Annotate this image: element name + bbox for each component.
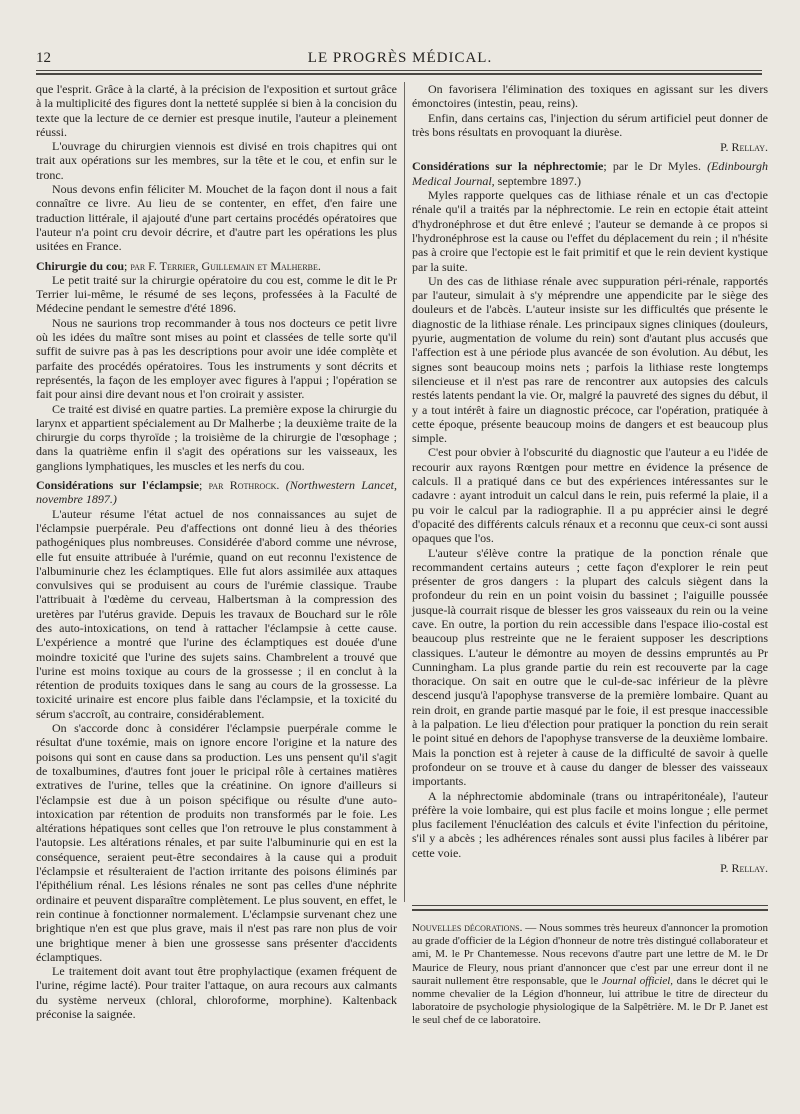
left-column	[36, 82, 397, 1021]
paragraph: Un des cas de lithiase rénale avec suppuration péri-rénale, rapportés par l'auteur, simulait à s'y méprendre une appendicite par le siège des douleurs et de l'abcès. L'auteur insiste sur les difficultés que présente le diagnostic de la lithiase rénale. Les principaux signes cliniques (douleurs, pyurie, augmentation de volume du rein) sont d'autant plus accusés que l'affection est à une période plus avancée de son évolution. Au début, les signes sont beaucoup moins nets ; parfois la lithiase reste longtemps silencieuse et il n'est pas rare de rencontrer aux autopsies des calculs restés latents pendant la vie. Or, malgré la pauvreté des signes du début, il y a tout intérêt à faire un diagnostic précoce, car l'opération, pratiquée à cette époque, présente beaucoup moins de dangers et est beaucoup plus simple.	[412, 273, 768, 446]
section-title: Considérations sur la néphrectomie	[412, 159, 604, 174]
header-rule	[36, 70, 762, 71]
paragraph: Nous ne saurions trop recommander à tous nos docteurs ce petit livre où les idées du maître sont mises au point et classées de telle sorte qu'il suffit de suivre pas à pas les descriptions pour avoir une idée complète et parfaite des procédés opératoires. Tous les instruments y sont décrits et représentés, la façon de les employer avec figures à l'appui ; l'opération se fait pour ainsi dire devant nous et l'on croirait y assister.	[36, 315, 397, 402]
section-date: septembre 1897.)	[494, 173, 581, 188]
news-journal: Journal officiel,	[601, 974, 674, 987]
paragraph: Le petit traité sur la chirurgie opératoire du cou est, comme le dit le Pr Terrier lui-même, le résumé de ses leçons, professées à la Faculté de Médecine pendant le semestre d'été 1896.	[36, 272, 397, 316]
section-author: ; par le Dr Myles.	[603, 159, 708, 174]
paragraph: Enfin, dans certains cas, l'injection du sérum artificiel peut donner de très bons résultats en provoquant la diurèse.	[412, 110, 768, 139]
right-column	[412, 82, 768, 875]
section-heading	[36, 259, 397, 273]
section-heading	[412, 159, 768, 188]
section-title: Considérations sur l'éclampsie	[36, 478, 200, 493]
news-notice	[412, 922, 768, 1028]
paragraph: On s'accorde donc à considérer l'éclampsie puerpérale comme le résultat d'une toxémie, mais on ignore encore l'origine et la nature des poisons qui sont en cause dans sa production. Les uns pensent qu'il s'agit de toxalbumines, d'autres font jouer le pricipal rôle à certaines matières extratives de l'urine, telles que la créatinine. On ignore d'ailleurs si l'éclampsie est due à un poison spécifique ou résulte d'une auto-intoxication par rétention de produits non transformés par le foie. Les altérations hépatiques sont celles que l'on retrouve le plus constamment à l'autopsie. Les altérations rénales, et par suite l'albuminurie qui en est la conséquence, seraient peut-être secondaires à la cause qui a produit l'éclampsie et résulteraient de l'action irritante des poisons éliminés par l'épithélium rénal. Les lésions rénales ne sont pas celles d'une néphrite ordinaire et peuvent disparaître complètement. Le plus souvent, en effet, le rein continue à fonctionner normalement. L'éclampsie survenant chez une brightique n'en est que plus grave, mais il n'est pas rare non plus de voir une brightique mener à bien une grossesse sans présenter d'accidents éclamptiques.	[36, 721, 397, 964]
news-text: — Nous sommes très heureux d'annoncer la promotion au grade d'officier de la Légion d'honneur de notre très distingué collaborateur et ami, M. le Pr Chantemesse. Nous recevons d'autre part une lettre de M. le Dr Maurice de Fleury, nous priant d'annoncer que c'est par une erreur dont il ne saurait nullement être responsable, que le	[412, 922, 768, 987]
news-lead: Nouvelles décorations.	[412, 922, 523, 934]
paragraph: Myles rapporte quelques cas de lithiase rénale et un cas d'ectopie rénale qu'il a traités par la néphrectomie. Le rein en ectopie était atteint d'hydronéphrose et dut être enlevé ; l'auteur se demande à ce propos si l'hydronéphrose est la cause ou l'effet du déplacement du rein ; il n'hésite pas à croire que l'ectopie est le fait primitif et que le rein devient kystique par la suite.	[412, 188, 768, 274]
paragraph: que l'esprit. Grâce à la clarté, à la précision de l'exposition et surtout grâce à la multiplicité des figures dont la netteté supplée si bien à la concision du texte que la lecture de ce dernier est presque inutile, l'auteur a pleinement réussi.	[36, 82, 397, 139]
news-text: dans le décret qui le nomme chevalier de la Légion d'honneur, lui attribue le titre de directeur du laboratoire de psychologie physiologique de la Salpêtrière. M. le Dr P. Janet est le seul chef de ce laboratoire.	[412, 974, 769, 1027]
paragraph: Nous devons enfin féliciter M. Mouchet de la façon dont il nous a fait connaître ce livre. Au lieu de se contenter, en effet, d'en faire une traduction littérale, il ajajouté d'une part certains procédés opératoires que l'auteur n'a point cru devoir décrire, et d'autre part les opérations les plus usitées en France.	[36, 182, 397, 254]
section-separator	[412, 905, 768, 906]
column-divider	[404, 82, 405, 902]
paragraph: Le traitement doit avant tout être prophylactique (examen fréquent de l'urine, régime lacté). Pour traiter l'attaque, on aura recours aux calmants du système nerveux (chloral, chloroforme, morphine). Kaltenback préconise la saignée.	[36, 964, 397, 1021]
section-heading	[36, 478, 397, 507]
page-number: 12	[36, 50, 51, 66]
signature: P. Rellay.	[720, 140, 768, 155]
section-source: (Northwestern Lancet, novembre 1897.)	[36, 478, 397, 507]
paragraph: L'ouvrage du chirurgien viennois est divisé en trois chapitres qui ont trait aux opérations sur les membres, sur la tête et le cou, et enfin sur le tronc.	[36, 139, 397, 182]
paragraph: A la néphrectomie abdominale (trans ou intrapéritonéale), l'auteur préfère la voie lombaire, qui est plus facile et moins longue ; elle permet plus facilement l'énucléation des calculs et évite l'infection du péritoine, s'il y a abcès ; les adhérences rénales sont aussi plus faciles à libérer par cette voie.	[412, 788, 768, 860]
signature: P. Rellay.	[720, 861, 768, 876]
section-title: Chirurgie du cou	[36, 258, 125, 273]
section-author: ; par Rothrock.	[199, 478, 286, 493]
paragraph: L'auteur résume l'état actuel de nos connaissances au sujet de l'éclampsie puerpérale. Peu d'affections ont donné lieu à des théories pathogéniques plus nombreuses. Considérée d'abord comme une névrose, elle fut ensuite attribuée à l'urémie, quand on eut reconnu l'existence de l'albuminurie chez les éclamptiques. Elle fut alors assimilée aux attaques convulsives qui se produisent au cours de l'urémie classique. Traube l'attribuait à l'œdème du cerveau, Halbertsman à la compression des uretères par l'utérus gravide. Depuis les travaux de Bouchard sur le rôle des auto-intoxications, on tend à rattacher l'éclampsie à cette cause. L'expérience a montré que l'urine des éclamptiques est douée d'une moindre toxicité que l'urine des sujets sains. Chambrelent a trouvé que l'urine est moins toxique au cours de la grossesse ; il en conclut à la rétention de produits toxiques dans le sang au cours de la grossesse. La toxicité urinaire est encore plus faible dans l'éclampsie, et la toxicité du sérum s'accroît, au contraire, considérablement.	[36, 506, 397, 721]
paragraph: C'est pour obvier à l'obscurité du diagnostic que l'auteur a eu l'idée de recourir aux rayons Rœntgen pour mettre en évidence la présence de calculs. Il a pratiqué dans ce but des expériences intéressantes sur le cadavre : ayant introduit un calcul dans le rein, puis refermé la plaie, il a pu voir le calcul par la radiographie. Il a pu apprécier ainsi le degré d'opacité des différents calculs rénaux et a reconnu que ceux-ci sont aussi opaques que l'os.	[412, 445, 768, 546]
section-authors: ; par F. Terrier, Guillemain et Malherbe.	[124, 258, 321, 273]
paragraph: On favorisera l'élimination des toxiques en agissant sur les divers émonctoires (intestin, peau, reins).	[412, 82, 768, 111]
paragraph: Ce traité est divisé en quatre parties. La première expose la chirurgie du larynx et appartient spécialement au Dr Malherbe ; la deuxième traite de la chirurgie du corps thyroïde ; la troisième de la chirurgie de l'œsophage ; dans la quatrième enfin il s'agit des opérations sur les vaisseaux, les ganglions lymphatiques, les muscles et les nerfs du cou.	[36, 401, 397, 473]
running-title: LE PROGRÈS MÉDICAL.	[307, 50, 493, 66]
paragraph: L'auteur s'élève contre la pratique de la ponction rénale que recommandent certains auteurs ; cette façon d'explorer le rein peut présenter de gros dangers : la plupart des calculs siègent dans la profondeur du rein en un point voisin du bassinet ; l'aiguille poussée jusque-là courrait risque de blesser les gros vaisseaux du rein ou la veine cave. En outre, la portion du rein accessible dans l'espace ilio-costal est beaucoup plus restreinte que ne le feraient supposer les descriptions classiques. L'auteur le démontre au moyen de dessins empruntés au Pr Cunningham. La plus grande partie du rein est recouverte par la cage thoracique. On sait en outre que le cul-de-sac inférieur de la plèvre descend jusqu'à l'apophyse transverse de la première lombaire. Quant au rein droit, en grande partie masqué par le foie, il est presque inaccessible à la palpation. Le lieu d'élection pour pratiquer la ponction du rein serait le point situé en dehors de l'apophyse transverse de la deuxième lombaire. Mais la ponction est à rejeter à cause de la difficulté de savoir à quelle profondeur on se trouve et à cause du danger de blesser des vaisseaux importants.	[412, 545, 768, 789]
section-separator-thick	[412, 909, 768, 911]
header-rule-thick	[36, 73, 762, 75]
section-source: (Edinbourgh Medical Journal,	[412, 159, 768, 188]
